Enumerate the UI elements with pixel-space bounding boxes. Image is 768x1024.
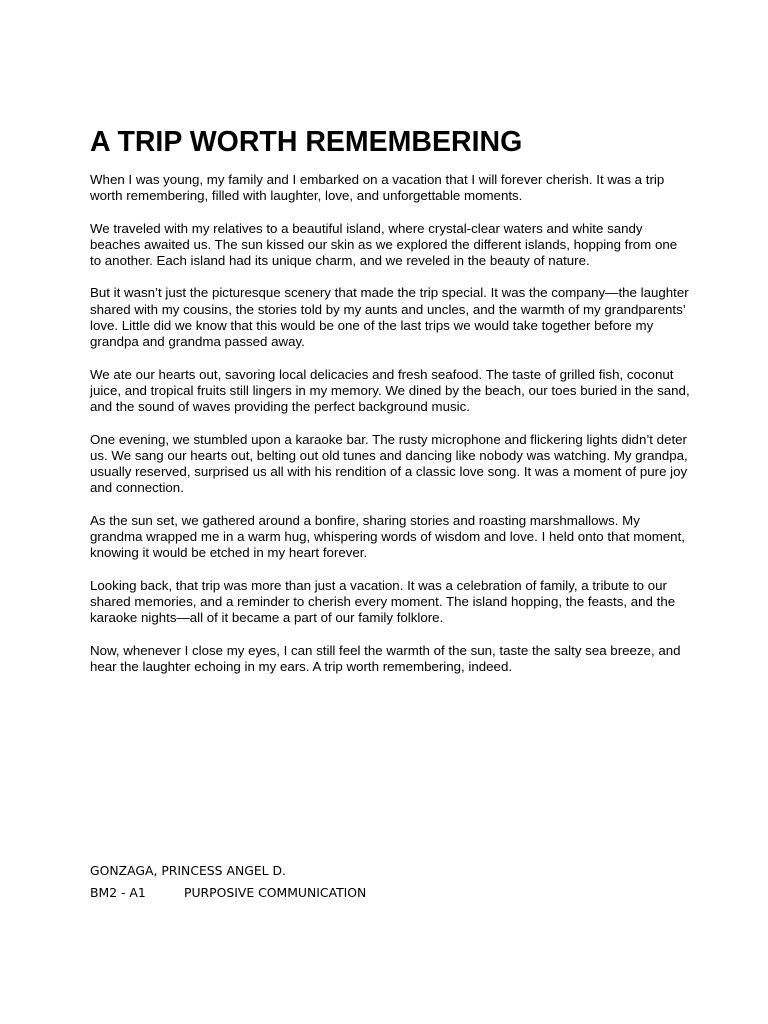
paragraph: We traveled with my relatives to a beautiful island, where crystal-clear waters and white sandy beaches awaited us. The sun kissed our skin as we explored the different islands, hopping from one to another. Each island had its unique charm, and we reveled in the beauty of nature.	[90, 220, 678, 269]
paragraph: We ate our hearts out, savoring local delicacies and fresh seafood. The taste of grilled fish, coconut juice, and tropical fruits still lingers in my memory. We dined by the beach, our toes buried in the sand, and the sound of waves providing the perfect background music.	[90, 366, 690, 415]
subject-name: PURPOSIVE COMMUNICATION	[184, 885, 367, 900]
class-code: BM2 - A1	[90, 885, 146, 900]
paragraph: Looking back, that trip was more than just a vacation. It was a celebration of family, a tribute to our shared memories, and a reminder to cherish every moment. The island hopping, the feasts, and the karaoke nights—all of it became a part of our family folklore.	[90, 577, 676, 626]
author-name: GONZAGA, PRINCESS ANGEL D.	[90, 863, 286, 878]
paragraph: One evening, we stumbled upon a karaoke bar. The rusty microphone and flickering lights didn’t deter us. We sang our hearts out, belting out old tunes and dancing like nobody was watching. My grandpa, usually reserved, surprised us all with his rendition of a classic love song. It was a moment of pure joy and connection.	[90, 431, 688, 496]
paragraph: When I was young, my family and I embarked on a vacation that I will forever cherish. It was a trip worth remembering, filled with laughter, love, and unforgettable moments.	[90, 172, 665, 204]
class-line	[90, 882, 366, 904]
paragraph: Now, whenever I close my eyes, I can still feel the warmth of the sun, taste the salty sea breeze, and hear the laughter echoing in my ears. A trip worth remembering, indeed.	[90, 642, 681, 674]
author-footer	[90, 860, 366, 904]
document-body	[90, 172, 690, 691]
paragraph: But it wasn’t just the picturesque scenery that made the trip special. It was the company—the laughter shared with my cousins, the stories told by my aunts and uncles, and the warmth of my grandparents’ love. Little did we know that this would be one of the last trips we would take together before my grandpa and grandma passed away.	[90, 285, 689, 350]
document-title: A TRIP WORTH REMEMBERING	[90, 126, 523, 158]
paragraph: As the sun set, we gathered around a bonfire, sharing stories and roasting marshmallows. My grandma wrapped me in a warm hug, whispering words of wisdom and love. I held onto that moment, knowing it would be etched in my heart forever.	[90, 512, 685, 561]
